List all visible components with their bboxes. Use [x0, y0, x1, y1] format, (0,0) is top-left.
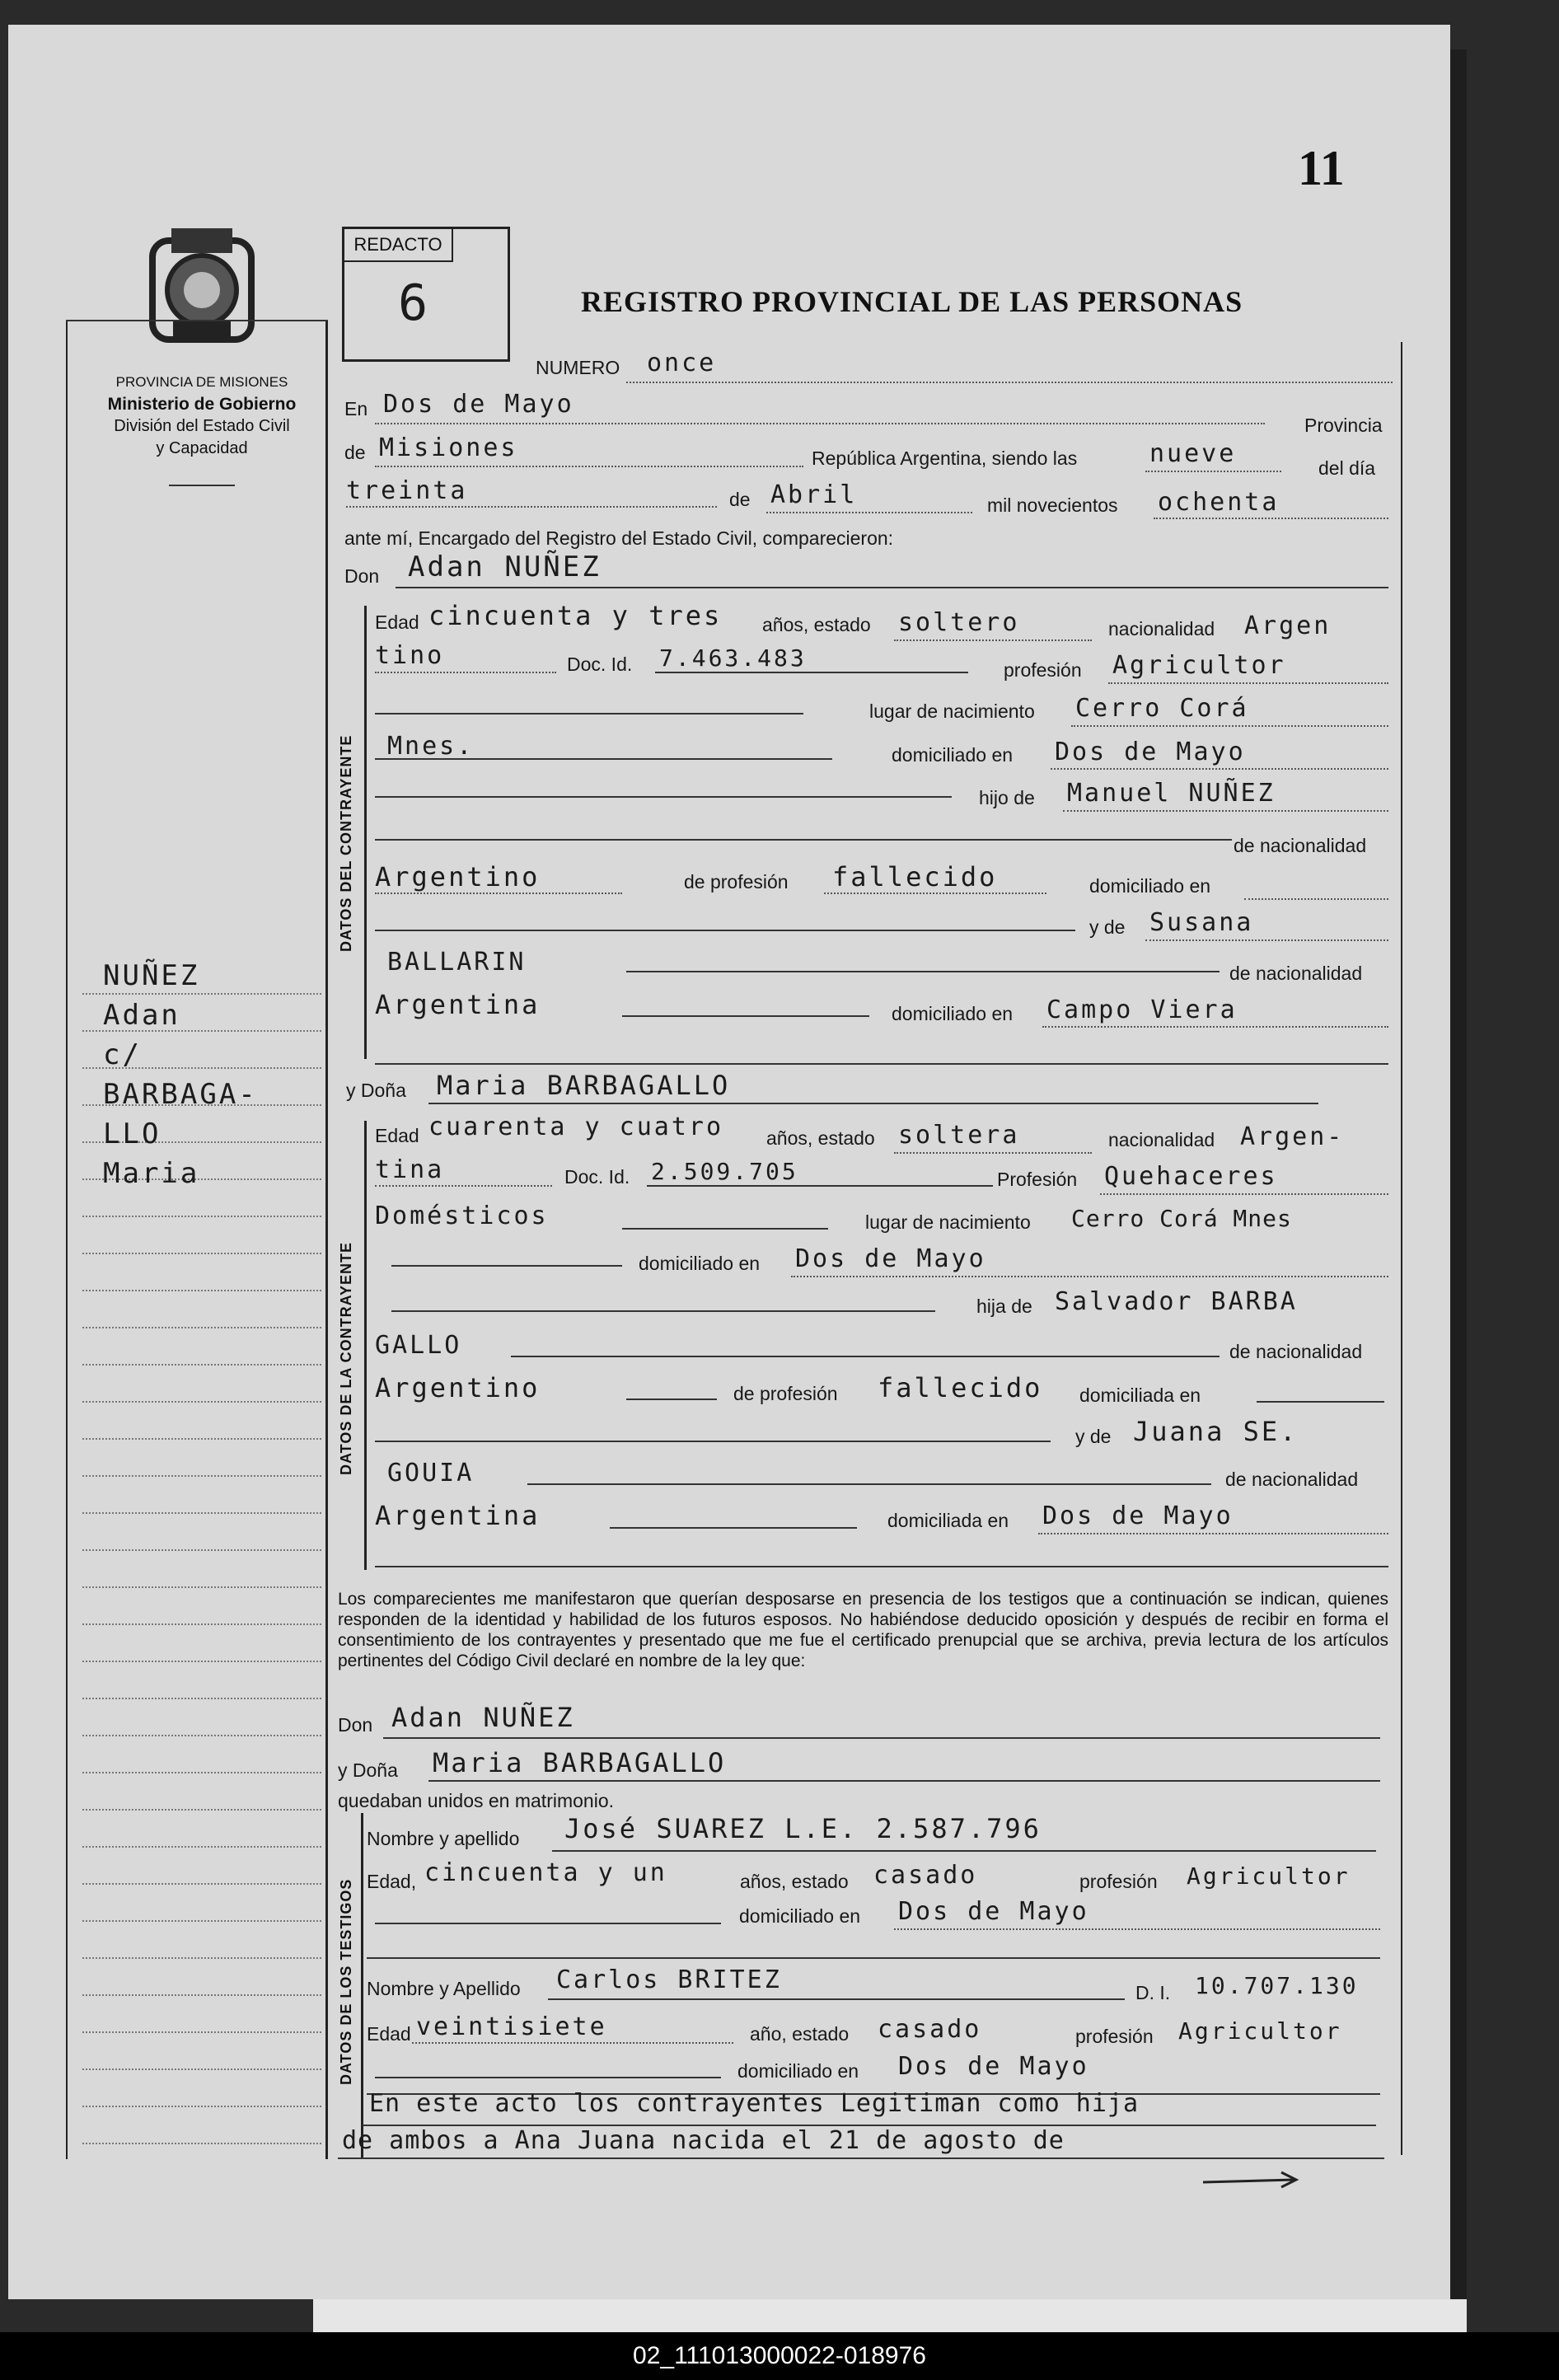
f-lugar-nac-label: lugar de nacimiento	[865, 1211, 1031, 1233]
f-nac-label: nacionalidad	[1108, 1129, 1215, 1150]
c-nac-value-b: tino	[375, 641, 445, 670]
en-label: En	[344, 398, 368, 419]
republica-text: República Argentina, siendo las	[812, 447, 1078, 469]
f-domic-label: domiciliado en	[639, 1253, 761, 1274]
lugar-value: Dos de Mayo	[383, 390, 574, 419]
t2-domic-value: Dos de Mayo	[898, 2052, 1089, 2081]
t1-domic-value: Dos de Mayo	[898, 1897, 1089, 1926]
contrayenta-bracket	[364, 1121, 367, 1570]
c-madre-value-a: Susana	[1149, 908, 1254, 937]
t2-prof-value: Agricultor	[1178, 2017, 1342, 2045]
f-padre-domic-label: domiciliada en	[1079, 1384, 1201, 1406]
t2-edad-label: Edad	[367, 2023, 411, 2045]
t1-edad-value: cincuenta y un	[424, 1858, 667, 1887]
numero-label: NUMERO	[536, 357, 620, 378]
anio-value: ochenta	[1158, 488, 1280, 517]
c-padre-nac-label: de nacionalidad	[1234, 835, 1367, 856]
t2-nombre-value: Carlos BRITEZ	[556, 1965, 782, 1994]
t2-domic-label: domiciliado en	[737, 2060, 859, 2082]
f-madre-domic-label: domiciliada en	[887, 1510, 1009, 1531]
mil-label: mil novecientos	[987, 494, 1118, 516]
union-don-value: Adan NUÑEZ	[391, 1702, 575, 1733]
margin-right-border	[325, 321, 328, 2159]
numero-value: once	[647, 349, 717, 377]
c-domic-value: Dos de Mayo	[1055, 738, 1246, 766]
margin-note-line: Maria	[103, 1157, 200, 1190]
c-estado-value: soltero	[898, 608, 1020, 637]
f-estado-label: años, estado	[766, 1127, 875, 1149]
f-nac-value-a: Argen-	[1240, 1122, 1345, 1151]
c-nac-value-a: Argen	[1244, 611, 1332, 640]
f-padre-value-a: Salvador BARBA	[1055, 1287, 1298, 1316]
letterhead-province: PROVINCIA DE MISIONES	[115, 374, 288, 390]
f-madre-nac-value: Argentina	[375, 1500, 541, 1531]
mes-value: Abril	[770, 480, 858, 509]
provincia-label: Provincia	[1304, 415, 1383, 436]
c-edad-label: Edad	[375, 611, 419, 633]
t2-estado-value: casado	[878, 2015, 982, 2044]
f-padre-nac-label: de nacionalidad	[1229, 1341, 1363, 1362]
margin-left-border	[66, 321, 68, 2159]
hora-value: nueve	[1149, 439, 1237, 468]
margin-note	[103, 956, 258, 1193]
c-estado-label: años, estado	[762, 614, 871, 635]
union-quedaban: quedaban unidos en matrimonio.	[338, 1790, 615, 1811]
c-lugar-nac-value-b: Mnes.	[387, 732, 475, 761]
contrayente-side-label: DATOS DEL CONTRAYENTE	[338, 734, 354, 952]
c-madre-domic-label: domiciliado en	[892, 1003, 1014, 1024]
letterhead-division: División del Estado Civil	[114, 417, 290, 435]
c-padre-prof-value: fallecido	[832, 861, 998, 892]
f-doc-value: 2.509.705	[651, 1158, 798, 1185]
t2-estado-label: año, estado	[750, 2023, 850, 2045]
margin-note-line: c/	[103, 1038, 142, 1071]
del-dia-label: del día	[1318, 457, 1376, 479]
t1-nombre-label: Nombre y apellido	[367, 1828, 520, 1849]
note-line-2: de ambos a Ana Juana nacida el 21 de agosto de	[342, 2126, 1065, 2155]
dona-label: y Doña	[346, 1080, 406, 1101]
c-profesion-label: profesión	[1004, 659, 1082, 681]
testigos-side-label: DATOS DE LOS TESTIGOS	[338, 1878, 354, 2085]
de-label: de	[344, 442, 366, 463]
c-padre-value: Manuel NUÑEZ	[1067, 779, 1276, 808]
f-doc-label: Doc. Id.	[564, 1166, 630, 1188]
c-madre-domic-value: Campo Viera	[1046, 996, 1238, 1024]
c-y-de-label: y de	[1089, 916, 1126, 938]
f-estado-value: soltera	[898, 1121, 1020, 1150]
t2-di-label: D. I.	[1135, 1982, 1171, 2003]
t1-estado-value: casado	[873, 1861, 978, 1890]
c-doc-value: 7.463.483	[659, 644, 807, 672]
c-padre-nac-value: Argentino	[375, 861, 541, 892]
t1-prof-label: profesión	[1079, 1871, 1158, 1892]
union-don-label: Don	[338, 1714, 373, 1736]
t1-estado-label: años, estado	[740, 1871, 849, 1892]
t2-nombre-label: Nombre y Apellido	[367, 1978, 521, 1999]
c-edad-value: cincuenta y tres	[428, 600, 723, 631]
f-padre-prof-label: de profesión	[733, 1383, 838, 1404]
f-lugar-nac-value: Cerro Corá Mnes	[1071, 1205, 1292, 1232]
f-profesion-value-b: Domésticos	[375, 1202, 549, 1230]
note-line-1: En este acto los contrayentes Legitiman como hija	[369, 2089, 1140, 2118]
t1-nombre-value: José SUAREZ L.E. 2.587.796	[564, 1813, 1042, 1844]
de-mes-label: de	[729, 489, 751, 510]
dia-value: treinta	[346, 476, 468, 505]
f-hija-label: hija de	[976, 1295, 1032, 1317]
letterhead-capacity: y Capacidad	[156, 439, 248, 457]
f-madre-nac-label: de nacionalidad	[1225, 1469, 1359, 1490]
f-padre-value-b: GALLO	[375, 1331, 462, 1360]
letterhead-ministry: Ministerio de Gobierno	[107, 395, 297, 414]
t2-prof-label: profesión	[1075, 2026, 1154, 2047]
c-hijo-label: hijo de	[979, 787, 1035, 808]
c-domic-label: domiciliado en	[892, 744, 1014, 766]
c-profesion-value: Agricultor	[1112, 651, 1286, 680]
redacto-label: REDACTO	[344, 229, 453, 262]
letterhead-rule	[169, 485, 235, 486]
f-profesion-label: Profesión	[997, 1169, 1078, 1190]
f-profesion-value: Quehaceres	[1104, 1162, 1278, 1191]
c-madre-value-b: BALLARIN	[387, 948, 527, 977]
dona-value: Maria BARBAGALLO	[437, 1070, 731, 1101]
f-y-de-label: y de	[1075, 1426, 1112, 1447]
don-value: Adan NUÑEZ	[408, 550, 602, 583]
form-right-border	[1401, 342, 1402, 2155]
c-lugar-nac-value-a: Cerro Corá	[1075, 694, 1249, 723]
union-dona-value: Maria BARBAGALLO	[433, 1747, 727, 1778]
page-number: 11	[1298, 141, 1345, 195]
f-domic-value: Dos de Mayo	[795, 1244, 986, 1273]
f-nac-value-b: tina	[375, 1155, 445, 1184]
c-lugar-nac-label: lugar de nacimiento	[869, 700, 1035, 722]
redacto-stamp	[342, 227, 510, 362]
c-nac-label: nacionalidad	[1108, 618, 1215, 640]
t1-prof-value: Agricultor	[1187, 1862, 1351, 1890]
t1-edad-label: Edad,	[367, 1871, 417, 1892]
provincia-value: Misiones	[379, 433, 518, 462]
f-madre-domic-value: Dos de Mayo	[1042, 1502, 1234, 1530]
c-madre-nac-label: de nacionalidad	[1229, 963, 1363, 984]
coat-of-arms-seal	[148, 224, 255, 348]
c-padre-domic-label: domiciliado en	[1089, 875, 1211, 897]
f-padre-nac-value: Argentino	[375, 1372, 541, 1403]
c-doc-label: Doc. Id.	[567, 654, 633, 675]
image-id-footer: 02_111013000022-018976	[0, 2332, 1559, 2380]
union-dona-label: y Doña	[338, 1759, 398, 1781]
f-edad-label: Edad	[375, 1125, 419, 1146]
c-madre-nac-value: Argentina	[375, 989, 541, 1020]
testigos-bracket	[361, 1813, 363, 2159]
redacto-value: 6	[398, 274, 431, 332]
margin-note-line: Adan	[103, 999, 180, 1032]
margin-note-line: BARBAGA-	[103, 1078, 258, 1111]
letterhead	[78, 371, 325, 460]
declaration-text: Los comparecientes me manifestaron que querían desposarse en presencia de los testigos que a continuación se indican, quienes responden de la identidad y habilidad de los futuros esposos. No habiéndose deducido oposición y después de recibir en forma el consentimiento de los contrayentes y presentado que me fue el certificado prenupcial que se archiva, previa lectura de los artículos pertinentes del Código Civil declaré en nombre de la ley que:	[338, 1590, 1388, 1670]
ante-text: ante mí, Encargado del Registro del Estado Civil, comparecieron:	[344, 527, 894, 549]
t2-edad-value: veintisiete	[416, 2012, 607, 2041]
t2-di-value: 10.707.130	[1195, 1972, 1359, 1999]
margin-note-line: NUÑEZ	[103, 959, 200, 992]
c-padre-prof-label: de profesión	[684, 871, 789, 892]
contrayenta-side-label: DATOS DE LA CONTRAYENTE	[338, 1241, 354, 1475]
continuation-arrow-icon	[1199, 2167, 1306, 2192]
contrayente-bracket	[364, 606, 367, 1059]
f-padre-prof-value: fallecido	[878, 1372, 1043, 1403]
f-madre-value-a: Juana SE.	[1133, 1416, 1299, 1447]
page-edge	[313, 2299, 1467, 2332]
t1-domic-label: domiciliado en	[739, 1905, 861, 1927]
margin-top-border	[66, 320, 328, 321]
don-label: Don	[344, 565, 380, 587]
f-edad-value: cuarenta y cuatro	[428, 1113, 724, 1141]
document-title: REGISTRO PROVINCIAL DE LAS PERSONAS	[581, 285, 1243, 318]
margin-note-line: LLO	[103, 1117, 162, 1150]
f-madre-value-b: GOUIA	[387, 1459, 475, 1488]
